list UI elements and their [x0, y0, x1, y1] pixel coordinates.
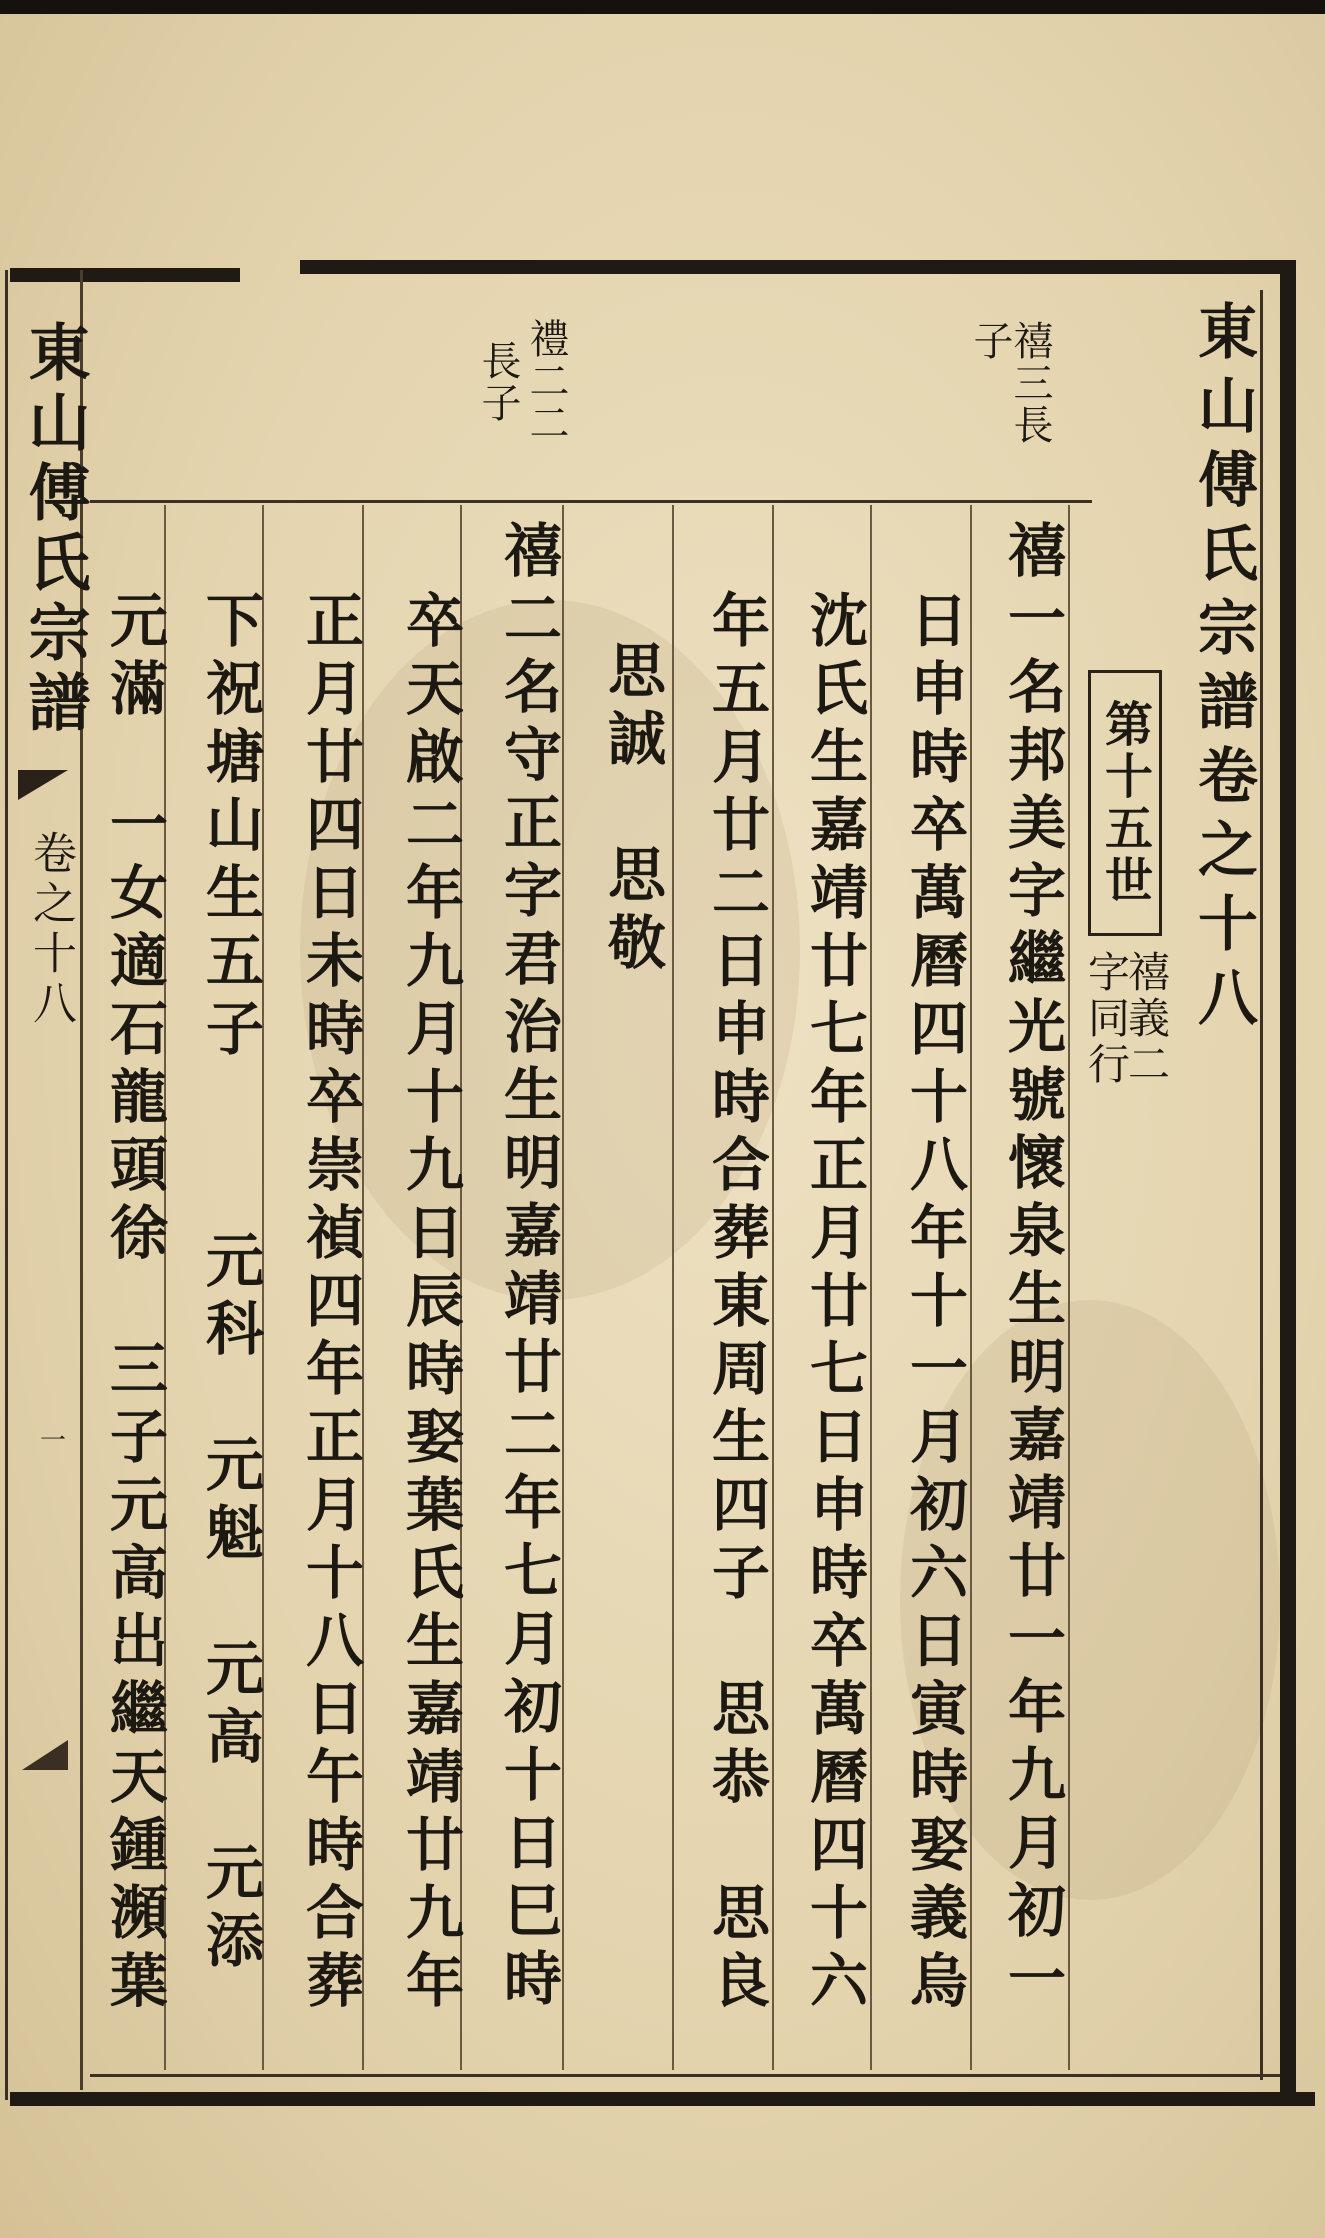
body-column-5: 思誠 思敬 [598, 640, 666, 980]
frame-left-rule [5, 270, 8, 2100]
generation-box [1088, 670, 1162, 936]
header-note-b1: 禮二二 [523, 318, 569, 444]
body-column-9b: 元科 元魁 元高 元添 [196, 1230, 264, 1978]
fishtail-mark [18, 770, 68, 800]
body-column-1: 禧一名邦美字繼光號懷泉生明嘉靖廿一年九月初一 [998, 520, 1066, 2016]
spine-juan: 卷之十八 [25, 830, 76, 1030]
frame-top-rule [300, 260, 1285, 274]
body-column-6: 禧二名守正字君治生明嘉靖廿二年七月初十日巳時 [494, 520, 562, 2016]
zi-note-line1: 禧義二 [1122, 950, 1171, 1088]
header-note-b2: 長子 [475, 340, 521, 424]
header-divider [90, 500, 1092, 503]
body-column-2: 日申時卒萬曆四十八年十一月初六日寅時娶義烏 [900, 590, 968, 2018]
generation-label: 第十五世 [1096, 699, 1153, 907]
body-column-9: 下祝塘山生五子 [196, 590, 264, 1066]
frame-top-rule-left [10, 268, 240, 282]
body-column-8: 正月廿四日未時卒崇禎四年正月十八日午時合葬 [296, 590, 364, 2018]
top-edge-shadow [0, 0, 1325, 14]
header-note-a1: 禧三長 [1007, 320, 1053, 446]
zi-note-line2: 字同行 [1082, 950, 1131, 1088]
body-column-4: 年五月廿二日申時合葬東周生四子 思恭 思良 [702, 590, 770, 2018]
spine-book-title: 東山傅氏宗譜 [18, 320, 91, 740]
header-note-a2: 子 [967, 320, 1013, 362]
frame-bottom-rule [10, 2092, 1315, 2106]
body-column-3: 沈氏生嘉靖廿七年正月廿七日申時卒萬曆四十六 [800, 590, 868, 2018]
body-column-7: 卒天啟二年九月十九日辰時娶葉氏生嘉靖廿九年 [396, 590, 464, 2018]
frame-inner-bottom [90, 2074, 1280, 2077]
body-column-10: 元滿 一女適石龍頭徐 三子元高出繼天鍾瀕葉 [100, 590, 168, 2018]
frame-right-rule [1280, 260, 1296, 2105]
lower-fishtail-mark [22, 1740, 68, 1770]
page-title: 東山傅氏宗譜卷之十八 [1188, 300, 1258, 1040]
spine-page-number: 一 [40, 1426, 67, 1456]
